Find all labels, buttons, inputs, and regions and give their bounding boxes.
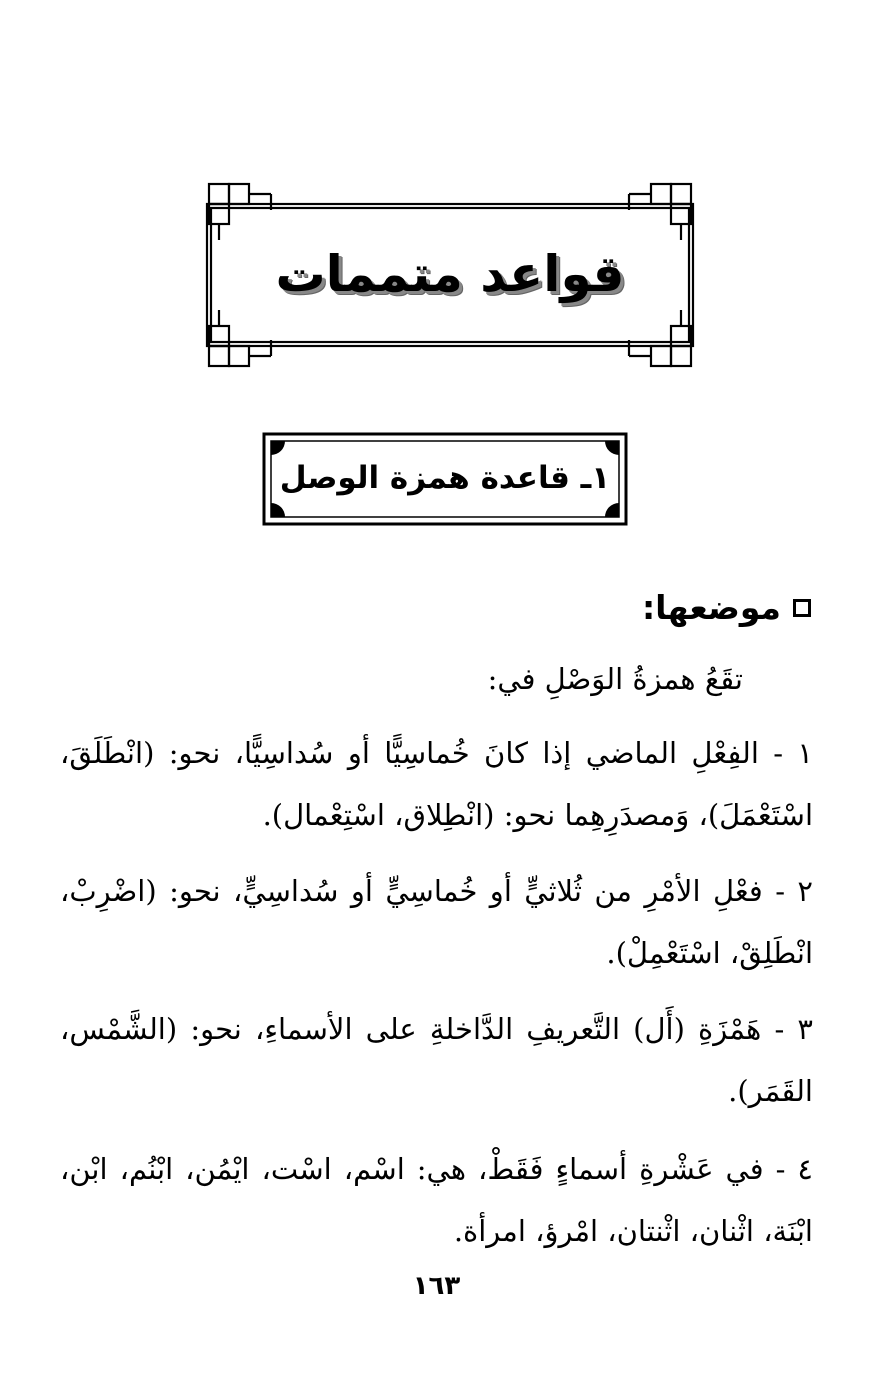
list-item: ٣ - هَمْزَةِ (أَل) التَّعريفِ الدَّاخلةِ على الأسماءِ، نحو: (الشَّمْس، القَمَر). bbox=[60, 1012, 813, 1108]
section-title-box bbox=[262, 432, 628, 526]
chapter-title-frame bbox=[205, 180, 695, 370]
list-item: ٤ - في عَشْرةِ أسماءٍ فَقَطْ، هي: اسْم، اسْت، ايْمُن، ابْنُم، ابْن، ابْنَة، اثْنان، اثْنتان، امْرؤ، امرأة. bbox=[60, 1152, 813, 1248]
intro-paragraph: تقَعُ همزةُ الوَصْلِ في: bbox=[487, 662, 743, 696]
subheading-label: موضعها: bbox=[641, 588, 781, 627]
section-title: ١ـ قاعدة همزة الوصل bbox=[279, 460, 611, 496]
chapter-title: قواعد متممات bbox=[275, 245, 625, 303]
square-bullet-icon bbox=[793, 599, 811, 617]
list-item: ٢ - فعْلِ الأمْرِ من ثُلاثيٍّ أو خُماسِيٍّ أو سُداسِيٍّ، نحو: (اضْرِبْ، انْطَلِقْ، اسْتَعْمِلْ). bbox=[60, 874, 813, 970]
list-item: ١ - الفِعْلِ الماضي إذا كانَ خُماسِيًّا أو سُداسِيًّا، نحو: (انْطَلَقَ، اسْتَعْمَلَ)، وَمصدَرِهِما نحو: (انْطِلاق، اسْتِعْمال). bbox=[60, 736, 813, 832]
page-number: ١٦٣ bbox=[412, 1271, 461, 1301]
subheading bbox=[642, 583, 811, 633]
